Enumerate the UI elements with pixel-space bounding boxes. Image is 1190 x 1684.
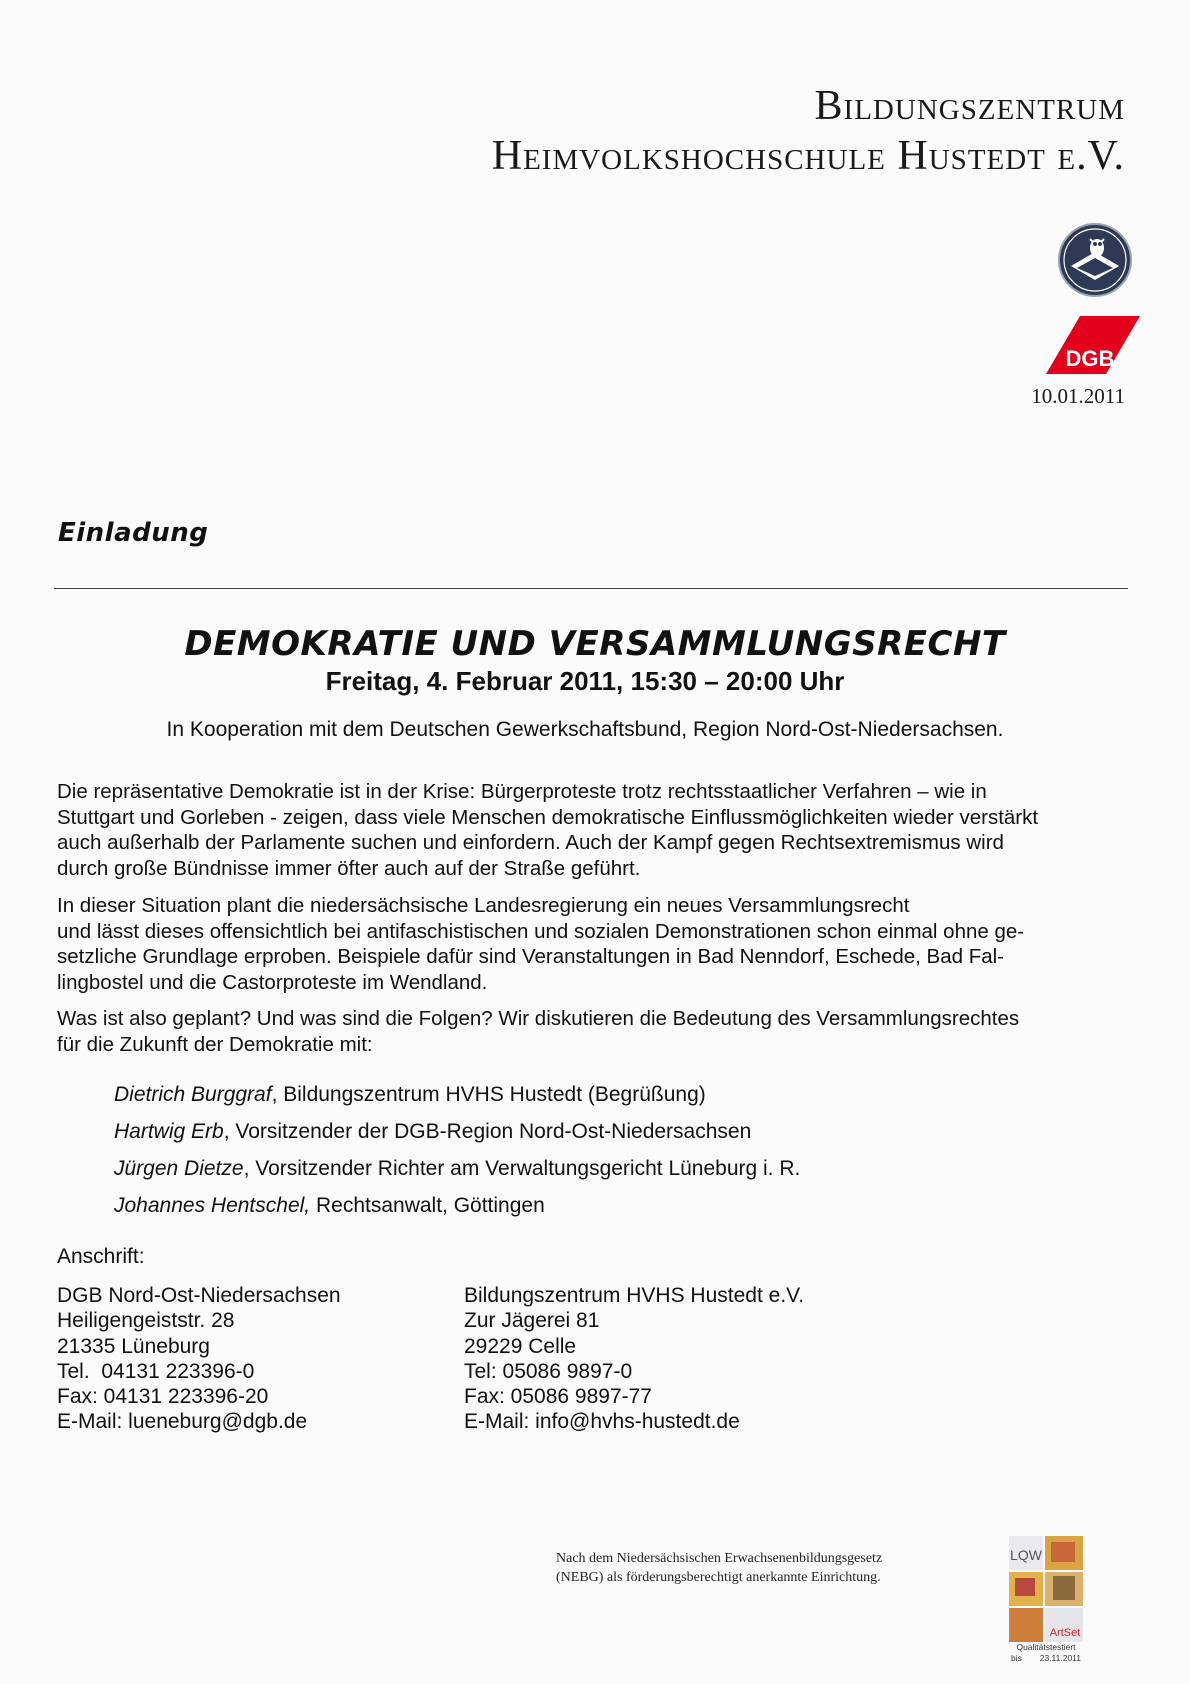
artset-valid-date: 23.11.2011 <box>1039 1653 1081 1663</box>
address-org: DGB Nord-Ost-Niedersachsen <box>57 1284 341 1307</box>
paragraph-line: für die Zukunft der Demokratie mit: <box>57 1032 373 1056</box>
address-street: Zur Jägerei 81 <box>464 1309 600 1333</box>
paragraph-line: In dieser Situation plant die niedersächsische Landesregierung ein neues Versammlungsrecht <box>57 894 910 917</box>
paragraph-line: auch außerhalb der Parlamente suchen und einfordern. Auch der Kampf gegen Rechtsextremismus wird <box>57 831 1004 854</box>
speaker-name: Jürgen Dietze <box>114 1157 244 1180</box>
org-name-line1: Bildungszentrum <box>814 83 1125 129</box>
address-phone: Tel: 05086 9897-0 <box>464 1359 633 1383</box>
speaker-name: Hartwig Erb <box>114 1120 224 1143</box>
footer-note <box>556 1549 882 1587</box>
speaker-name: Johannes Hentschel, <box>114 1194 311 1217</box>
speaker-role: , Bildungszentrum HVHS Hustedt (Begrüßung) <box>271 1083 706 1106</box>
hvhs-logo-icon <box>1057 222 1133 298</box>
speaker-role: , Vorsitzender Richter am Verwaltungsgericht Lüneburg i. R. <box>243 1157 801 1180</box>
cooperation-note: In Kooperation mit dem Deutschen Gewerkschaftsbund, Region Nord-Ost-Niedersachsen. <box>166 718 1004 741</box>
address-label: Anschrift: <box>57 1245 145 1268</box>
paragraph-line: Die repräsentative Demokratie ist in der Krise: Bürgerproteste trotz rechtsstaatlicher Verfahren – wie in <box>57 780 987 803</box>
speaker-name: Dietrich Burggraf <box>114 1083 272 1106</box>
body-paragraph-1 <box>57 779 1137 881</box>
event-title: DEMOKRATIE UND VERSAMMLUNGSRECHT <box>184 624 1006 664</box>
artset-text: ArtSet <box>1049 1627 1081 1639</box>
org-name-line2: Heimvolkshochschule Hustedt e.V. <box>491 133 1125 179</box>
speaker-item <box>114 1120 751 1144</box>
address-phone: Tel. 04131 223396-0 <box>57 1359 255 1383</box>
letter-date: 10.01.2011 <box>1031 384 1125 408</box>
address-fax: Fax: 05086 9897-77 <box>464 1385 652 1409</box>
lqw-artset-seal-icon <box>1009 1536 1083 1666</box>
artset-valid-prefix: bis <box>1011 1653 1022 1663</box>
event-datetime: Freitag, 4. Februar 2011, 15:30 – 20:00 Uhr <box>325 666 845 696</box>
speaker-role: , Vorsitzender der DGB-Region Nord-Ost-Niedersachsen <box>223 1120 752 1143</box>
address-dgb <box>57 1283 341 1435</box>
address-city: 21335 Lüneburg <box>57 1334 210 1358</box>
artset-caption: Qualitätstestiert <box>1016 1642 1076 1652</box>
divider-line <box>54 588 1128 589</box>
paragraph-line: setzliche Grundlage erproben. Beispiele dafür sind Veranstaltungen in Bad Nenndorf, Eschede, Bad Fal- <box>57 945 1005 968</box>
dgb-logo-text: DGB <box>1065 346 1115 371</box>
footer-line: (NEBG) als förderungsberechtigt anerkannte Einrichtung. <box>556 1570 881 1585</box>
address-email: E-Mail: lueneburg@dgb.de <box>57 1410 308 1434</box>
address-fax: Fax: 04131 223396-20 <box>57 1385 269 1409</box>
address-street: Heiligengeiststr. 28 <box>57 1309 235 1333</box>
speaker-item <box>114 1083 706 1107</box>
speaker-item <box>114 1194 545 1218</box>
body-paragraph-3 <box>57 1006 1137 1057</box>
address-city: 29229 Celle <box>464 1334 577 1358</box>
invitation-label: Einladung <box>58 518 209 548</box>
paragraph-line: und lässt dieses offensichtlich bei antifaschistischen und sozialen Demonstrationen schon einmal ohne ge- <box>57 919 1025 943</box>
body-paragraph-2 <box>57 893 1137 995</box>
footer-line: Nach dem Niedersächsischen Erwachsenenbildungsgesetz <box>556 1551 883 1566</box>
speaker-role: Rechtsanwalt, Göttingen <box>310 1194 545 1217</box>
address-hvhs <box>464 1283 804 1435</box>
paragraph-line: Was ist also geplant? Und was sind die Folgen? Wir diskutieren die Bedeutung des Versammlungsrechtes <box>57 1007 1020 1030</box>
speaker-item <box>114 1157 800 1181</box>
address-email: E-Mail: info@hvhs-hustedt.de <box>464 1410 740 1434</box>
paragraph-line: durch große Bündnisse immer öfter auch auf der Straße geführt. <box>57 856 641 880</box>
address-org: Bildungszentrum HVHS Hustedt e.V. <box>464 1284 805 1307</box>
paragraph-line: Stuttgart und Gorleben - zeigen, dass viele Menschen demokratische Einflussmöglichkeiten wieder verstärkt <box>57 805 1039 829</box>
paragraph-line: lingbostel und die Castorproteste im Wendland. <box>57 970 488 994</box>
dgb-logo-icon <box>1046 316 1140 374</box>
lqw-text: LQW <box>1010 1547 1042 1563</box>
